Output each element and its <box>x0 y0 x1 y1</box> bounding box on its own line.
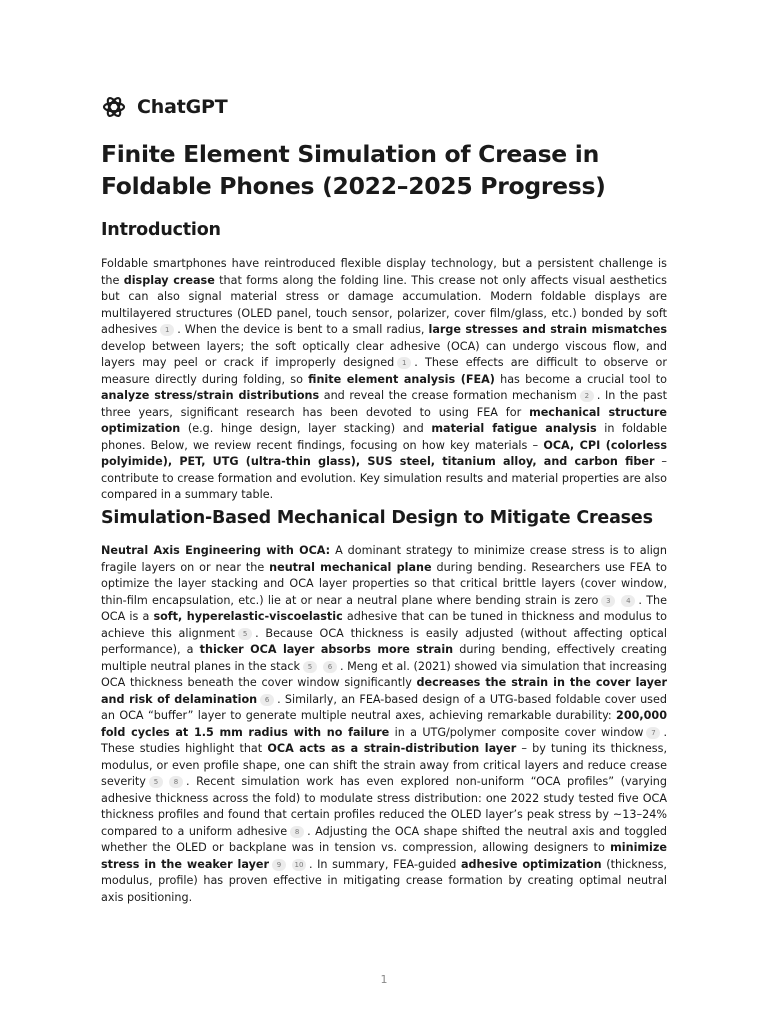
citation-badge[interactable]: 3 <box>601 595 615 607</box>
sim-text: . Recent simulation work has even explored non-uniform “OCA profiles” (varying adhesive thickness across the fold) to modulate stress distribution: one 2022 study tested five OCA thickness profiles and found that certain profiles reduced the OLED layer’s peak stress by ~13–24% compared to a uniform adhesive <box>101 775 667 838</box>
citation-badge[interactable]: 6 <box>323 661 337 673</box>
citation-badge[interactable]: 8 <box>290 826 304 838</box>
citation-badge[interactable]: 5 <box>149 776 163 788</box>
intro-bold: large stresses and strain mismatches <box>428 323 668 336</box>
sim-text: during bending. Researchers use FEA to optimize the layer stacking and OCA layer properties so that critical brittle layers (cover window, thin-film encapsulation, etc.) lie at or near a neutral plane where bending strain is zero <box>101 560 667 607</box>
intro-text: . When the device is bent to a small radius, <box>177 323 429 336</box>
sim-bold: soft, hyperelastic-viscoelastic <box>153 610 343 623</box>
intro-text: and reveal the crease formation mechanism <box>319 389 577 402</box>
intro-text: develop between layers; the soft optically clear adhesive (OCA) can undergo viscous flow, and layers may peel or crack if improperly designed <box>101 339 667 369</box>
intro-text: . In the past three years, significant research has been devoted to using FEA for <box>101 389 668 419</box>
citation-badge[interactable]: 8 <box>169 776 183 788</box>
intro-text: (e.g. hinge design, layer stacking) and <box>180 422 432 435</box>
simulation-paragraph <box>101 543 667 906</box>
intro-text: . These effects are difficult to observe or measure directly during folding, so <box>101 356 667 386</box>
sim-text: . The OCA is a <box>101 593 668 623</box>
sim-bold: thicker OCA layer absorbs more strain <box>199 643 454 656</box>
citation-badge[interactable]: 5 <box>238 628 252 640</box>
sim-bold: 200,000 fold cycles at 1.5 mm radius with no failure <box>101 709 667 739</box>
intro-text: in foldable phones. Below, we review recent findings, focusing on how key materials – <box>101 422 667 452</box>
citation-badge[interactable]: 10 <box>292 859 306 871</box>
intro-text: Foldable smartphones have reintroduced flexible display technology, but a persistent challenge is the <box>101 257 667 287</box>
sim-bold: decreases the strain in the cover layer and risk of delamination <box>101 676 668 706</box>
sim-text: during bending, effectively creating multiple neutral planes in the stack <box>101 643 667 673</box>
sim-bold: minimize stress in the weaker layer <box>101 841 667 871</box>
citation-badge[interactable]: 9 <box>272 859 286 871</box>
page-number: 1 <box>380 973 388 986</box>
sim-text: – by tuning its thickness, modulus, or even profile shape, one can shift the strain away from critical layers and reduce crease severity <box>101 742 667 788</box>
sim-text: A dominant strategy to minimize crease stress is to align fragile layers on or near the <box>101 544 667 574</box>
citation-badge[interactable]: 5 <box>303 661 317 673</box>
heading-simulation-design: Simulation-Based Mechanical Design to Mitigate Creases <box>101 508 653 528</box>
document-title: Finite Element Simulation of Crease in Foldable Phones (2022–2025 Progress) <box>101 140 606 200</box>
sim-text: in a UTG/polymer composite cover window <box>389 725 644 739</box>
brand-logo <box>101 94 227 120</box>
heading-introduction: Introduction <box>101 220 221 240</box>
intro-bold: analyze stress/strain distributions <box>101 389 320 402</box>
intro-bold: display crease <box>123 273 215 287</box>
intro-text: – contribute to crease formation and evolution. Key simulation results and material properties are also compared in a summary table. <box>101 455 667 501</box>
sim-bold: adhesive optimization <box>460 857 602 871</box>
intro-text: has become a crucial tool to <box>494 372 668 386</box>
brand-name: ChatGPT <box>137 96 228 118</box>
sim-bold: OCA acts as a strain-distribution layer <box>267 742 517 755</box>
sim-text: . These studies highlight that <box>101 725 668 755</box>
sim-text: . Similarly, an FEA-based design of a UTG-based foldable cover used an OCA “buffer” layer to generate multiple neutral axes, achieving remarkable durability: <box>101 692 667 722</box>
intro-bold: OCA, CPI (colorless polyimide), PET, UTG (ultra-thin glass), SUS steel, titanium alloy, and carbon fiber <box>101 438 667 468</box>
citation-badge[interactable]: 6 <box>260 694 274 706</box>
sim-bold: Neutral Axis Engineering with OCA: <box>101 544 331 557</box>
intro-text: that forms along the folding line. This crease not only affects visual aesthetics but can also signal material stress or damage accumulation. Modern foldable displays are multilayered structures (OLED panel, touch sensor, polarizer, cover film/glass, etc.) bonded by soft adhesives <box>101 273 668 336</box>
sim-text: (thickness, modulus, profile) has proven effective in mitigating crease formation by creating optimal neutral axis positioning. <box>101 857 667 904</box>
sim-text: adhesive that can be tuned in thickness and modulus to achieve this alignment <box>101 610 668 640</box>
sim-text: . In summary, FEA-guided <box>308 857 461 871</box>
sim-text: . Because OCA thickness is easily adjusted (without affecting optical performance), a <box>101 626 667 656</box>
openai-logo-icon <box>101 94 127 120</box>
citation-badge[interactable]: 2 <box>580 390 594 402</box>
intro-bold: finite element analysis (FEA) <box>308 372 495 386</box>
sim-text: . Adjusting the OCA shape shifted the neutral axis and toggled whether the OLED or backplane was in tension vs. compression, allowing designers to <box>101 824 667 854</box>
intro-paragraph <box>101 256 667 504</box>
intro-bold: mechanical structure optimization <box>101 405 667 435</box>
citation-badge[interactable]: 7 <box>646 727 660 739</box>
sim-text: . Meng et al. (2021) showed via simulation that increasing OCA thickness beneath the cover window significantly <box>101 659 667 689</box>
sim-bold: neutral mechanical plane <box>269 560 432 574</box>
citation-badge[interactable]: 1 <box>160 324 174 336</box>
intro-bold: material fatigue analysis <box>431 422 597 435</box>
citation-badge[interactable]: 1 <box>397 357 411 369</box>
citation-badge[interactable]: 4 <box>621 595 635 607</box>
